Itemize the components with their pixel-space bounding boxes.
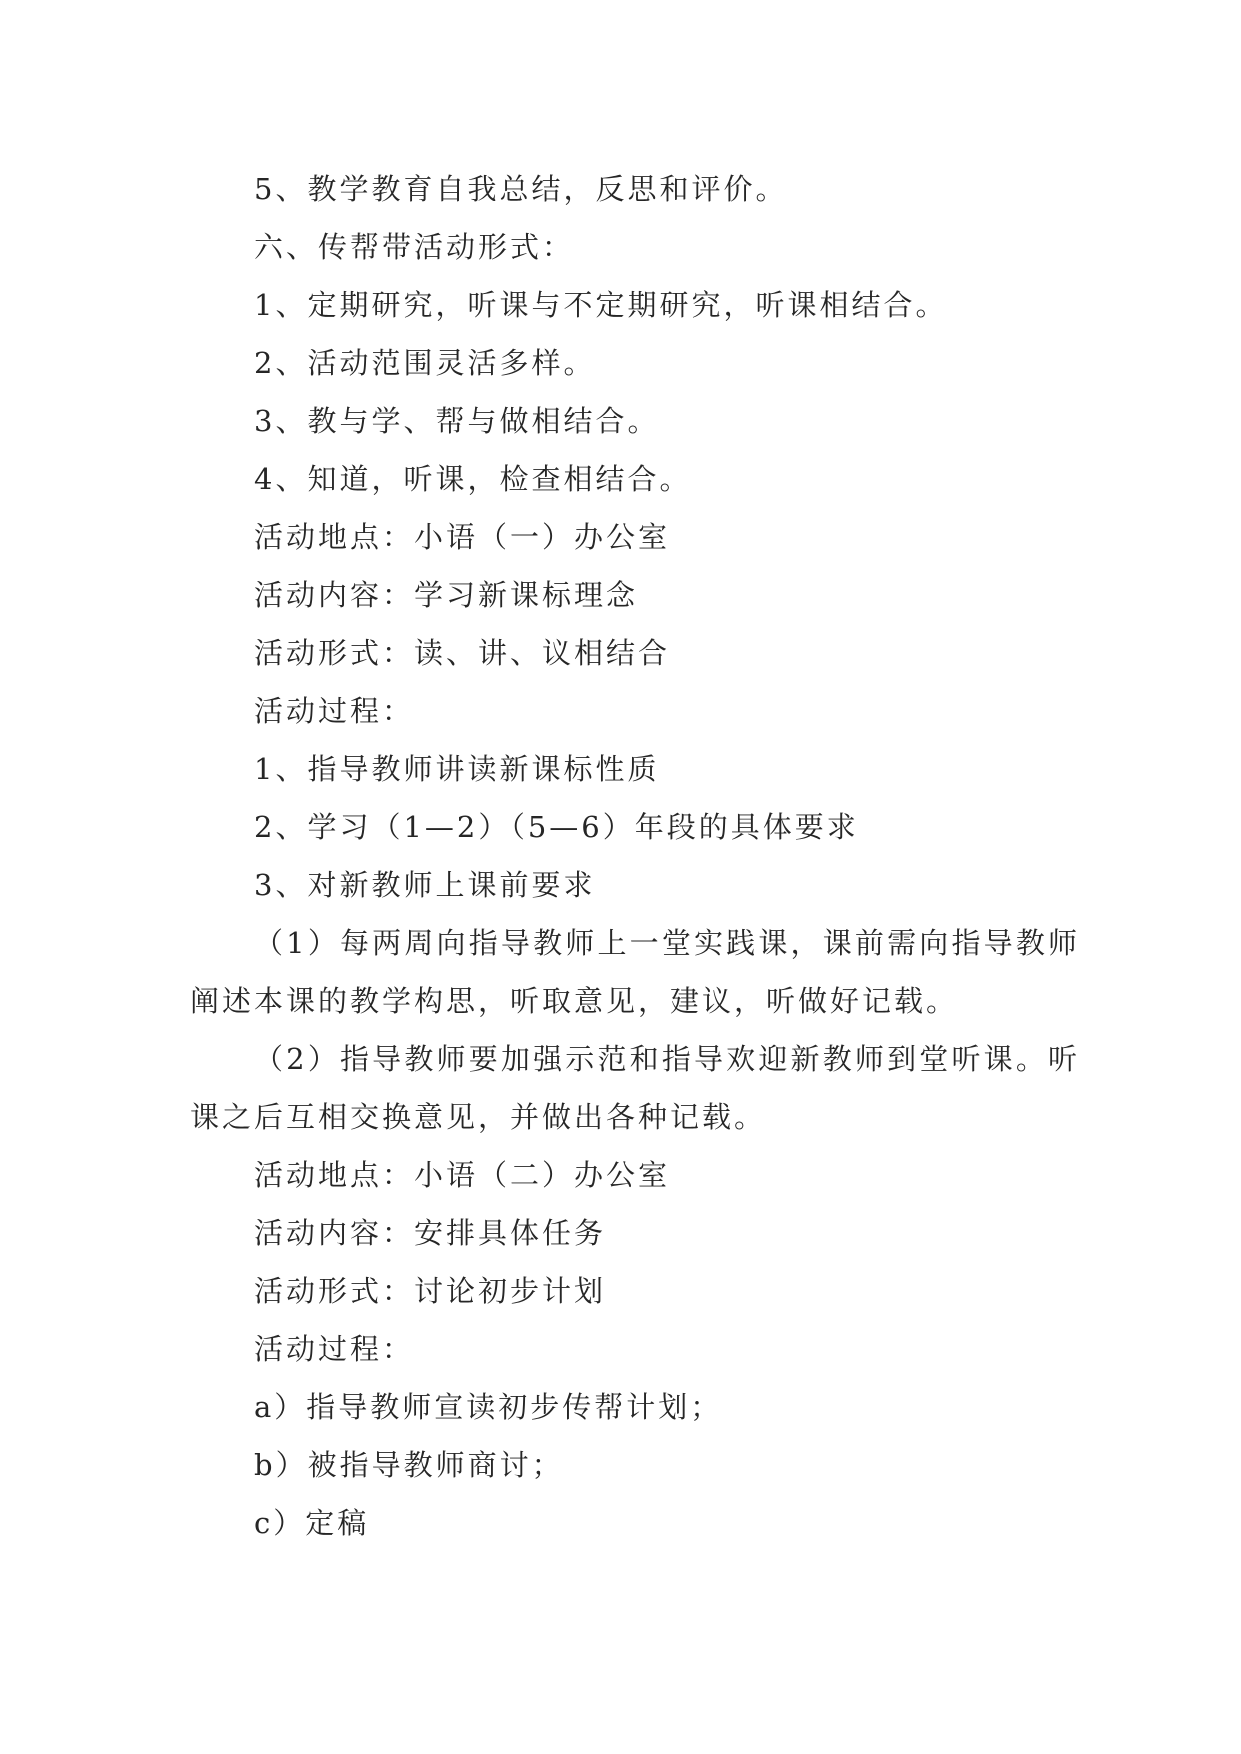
paragraph: （2）指导教师要加强示范和指导欢迎新教师到堂听课。听课之后互相交换意见，并做出各种记载。 xyxy=(190,1042,1080,1134)
text-line: 2、学习（1—2）（5—6）年段的具体要求 xyxy=(254,810,859,844)
text-line: 活动过程： xyxy=(254,1332,415,1366)
document-body xyxy=(190,160,1080,1552)
text-line: c）定稿 xyxy=(254,1506,370,1540)
text-line: 1、指导教师讲读新课标性质 xyxy=(254,752,660,786)
section-heading: 六、传帮带活动形式： xyxy=(254,230,575,264)
text-line: 活动形式：读、讲、议相结合 xyxy=(254,636,671,670)
text-line: 活动内容：学习新课标理念 xyxy=(254,578,639,612)
text-line: 4、知道，听课，检查相结合。 xyxy=(254,462,692,496)
text-line: 活动地点：小语（二）办公室 xyxy=(254,1158,671,1192)
text-line: b）被指导教师商讨； xyxy=(254,1448,564,1482)
text-line: 1、定期研究，听课与不定期研究，听课相结合。 xyxy=(254,288,948,322)
text-line: 3、对新教师上课前要求 xyxy=(254,868,596,902)
text-line: 活动内容：安排具体任务 xyxy=(254,1216,607,1250)
text-line: 活动形式：讨论初步计划 xyxy=(254,1274,607,1308)
text-line: 5、教学教育自我总结，反思和评价。 xyxy=(254,172,788,206)
paragraph: （1）每两周向指导教师上一堂实践课，课前需向指导教师阐述本课的教学构思，听取意见，建议，听做好记载。 xyxy=(190,926,1080,1018)
text-line: 3、教与学、帮与做相结合。 xyxy=(254,404,660,438)
text-line: 活动过程： xyxy=(254,694,415,728)
text-line: 活动地点：小语（一）办公室 xyxy=(254,520,671,554)
text-line: a）指导教师宣读初步传帮计划； xyxy=(254,1390,723,1424)
text-line: 2、活动范围灵活多样。 xyxy=(254,346,596,380)
